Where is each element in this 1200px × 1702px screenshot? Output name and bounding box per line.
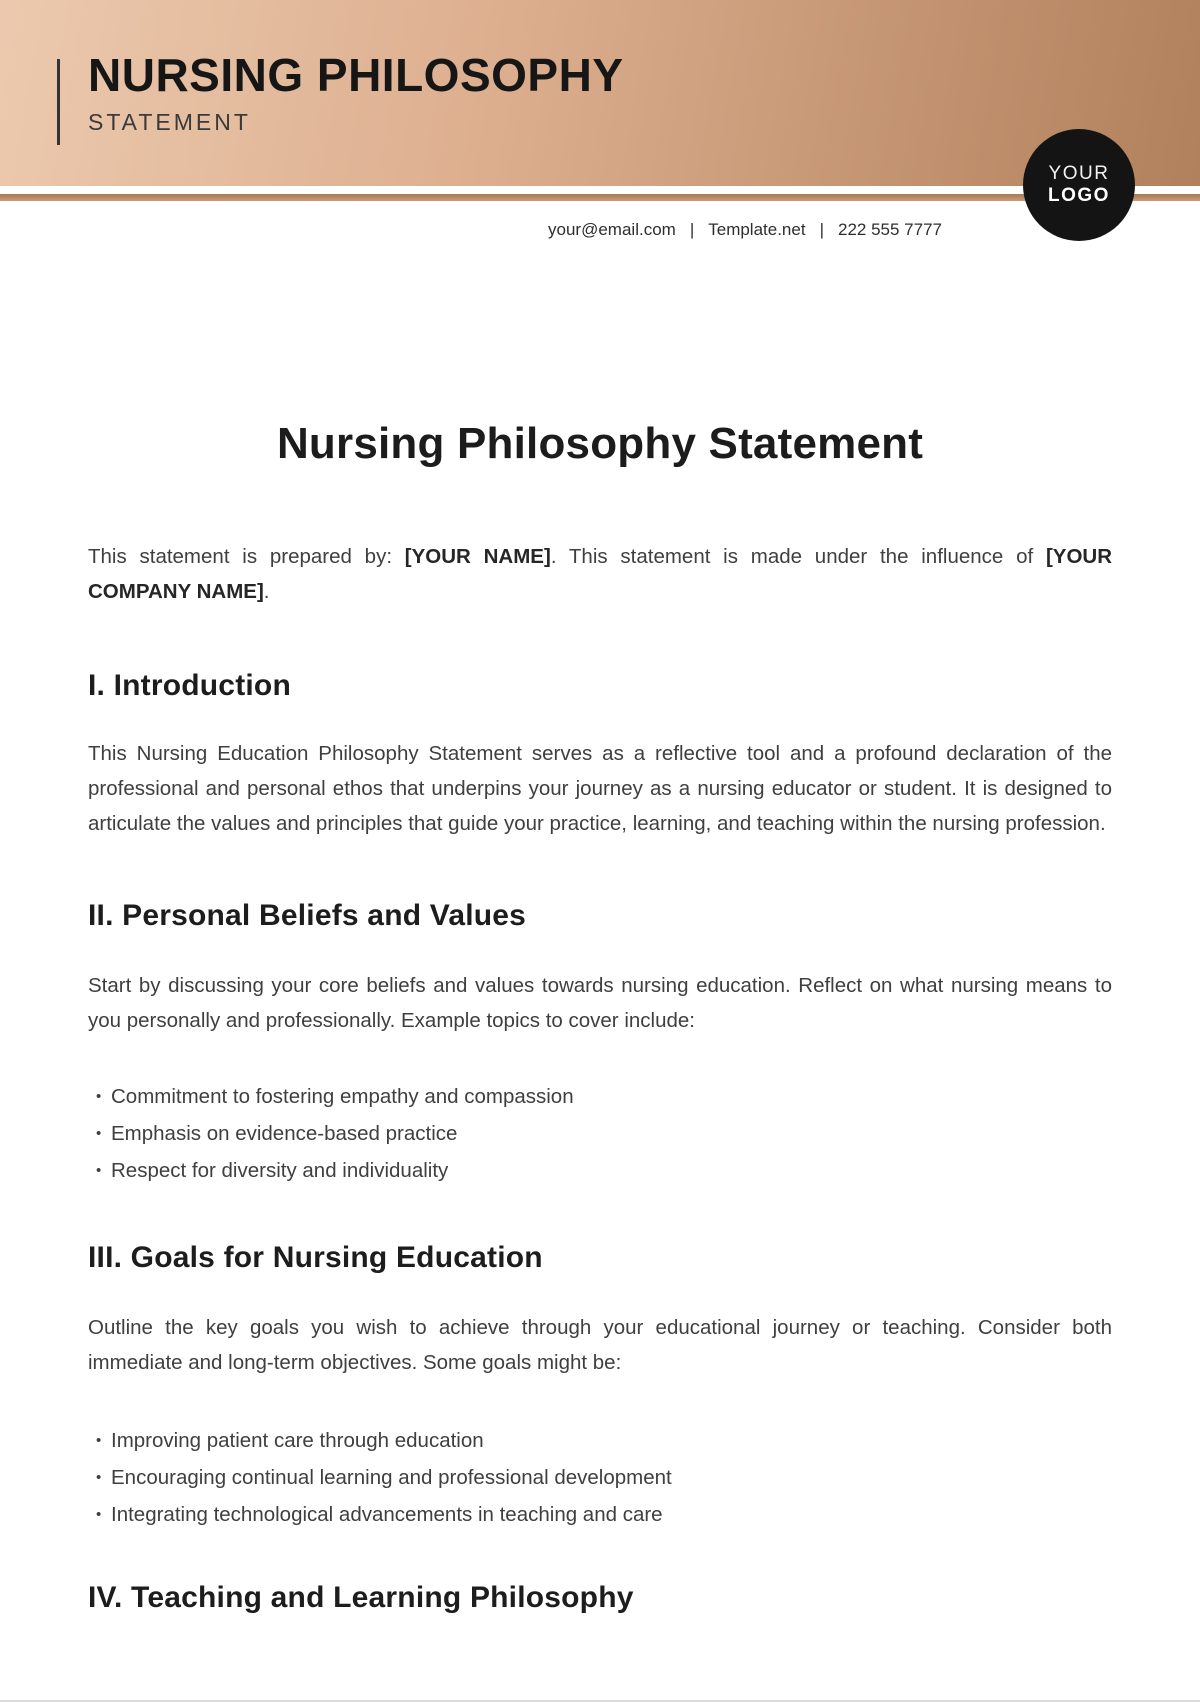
contact-separator: | — [689, 220, 695, 239]
your-name-placeholder: [YOUR NAME] — [404, 545, 551, 568]
goals-bullet-list — [88, 1422, 1112, 1533]
bullet-item: • Integrating technological advancements in teaching and care — [88, 1496, 1112, 1533]
section-heading-personal-beliefs: II. Personal Beliefs and Values — [88, 899, 527, 932]
beliefs-bullet-list — [88, 1078, 1112, 1189]
bullet-item: • Emphasis on evidence-based practice — [88, 1115, 1112, 1152]
bullet-item: • Encouraging continual learning and professional development — [88, 1459, 1112, 1496]
header-subtitle: STATEMENT — [88, 108, 251, 135]
bullet-item: • Respect for diversity and individuality — [88, 1152, 1112, 1189]
contact-website: Template.net — [708, 220, 806, 239]
header-white-gap — [0, 186, 1200, 194]
bullet-item: • Improving patient care through education — [88, 1422, 1112, 1459]
document-title: Nursing Philosophy Statement — [276, 419, 924, 468]
intro-part1: This statement is prepared by: — [88, 545, 405, 568]
logo-text-your: YOUR — [1048, 163, 1110, 185]
bullet-item: • Commitment to fostering empathy and compassion — [88, 1078, 1112, 1115]
section-heading-teaching-learning: IV. Teaching and Learning Philosophy — [88, 1581, 634, 1614]
logo-text-logo: LOGO — [1048, 185, 1110, 206]
logo-badge — [1023, 129, 1135, 241]
header-copper-rule — [0, 194, 1200, 201]
contact-email: your@email.com — [548, 220, 676, 239]
intro-paragraph — [88, 539, 1112, 609]
intro-part2: . This statement is made under the influence of — [550, 545, 1046, 568]
section-paragraph-goals: Outline the key goals you wish to achieve through your educational journey or teaching. Consider both immediate and long-term objectives. Some goals might be: — [88, 1316, 1112, 1374]
section-paragraph-introduction: This Nursing Education Philosophy Statement serves as a reflective tool and a profound declaration of the professional and personal ethos that underpins your journey as a nursing educator or student. It is designed to articulate the values and principles that guide your practice, learning, and teaching within the nursing profession. — [88, 742, 1112, 835]
header-accent-bar — [57, 59, 60, 145]
contact-phone: 222 555 7777 — [838, 220, 942, 239]
contact-row — [0, 219, 1200, 241]
intro-part3: . — [263, 580, 270, 603]
document-content — [0, 419, 1200, 1615]
header-title: NURSING PHILOSOPHY — [88, 49, 624, 101]
your-company-name-placeholder: [YOUR COMPANY NAME] — [88, 545, 1113, 603]
section-heading-goals: III. Goals for Nursing Education — [88, 1241, 543, 1274]
header-banner — [0, 0, 1200, 186]
contact-separator: | — [819, 220, 824, 239]
header-text-block — [88, 50, 624, 136]
section-heading-introduction: I. Introduction — [88, 669, 291, 702]
section-paragraph-personal-beliefs: Start by discussing your core beliefs and values towards nursing education. Reflect on what nursing means to you personally and professionally. Example topics to cover include: — [88, 974, 1112, 1032]
